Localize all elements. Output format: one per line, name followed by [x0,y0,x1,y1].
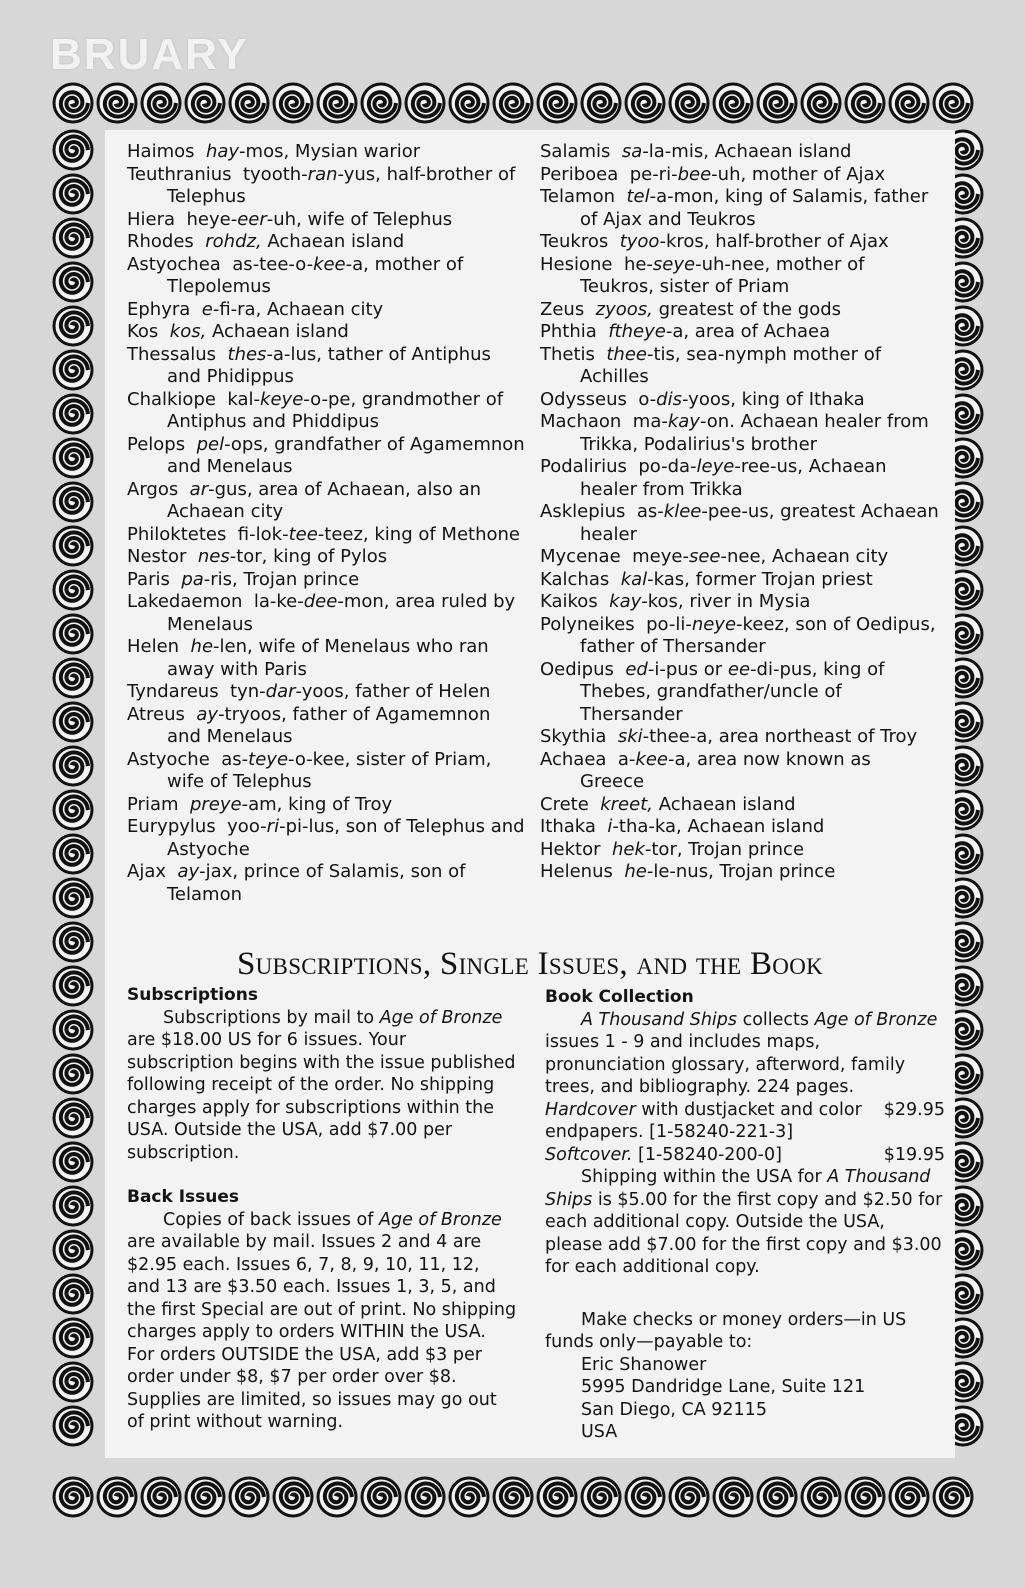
glossary-entry: Machaon ma-kay-on. Achaean healer from Trikka, Podalirius's brother [540,411,929,455]
spiral-ornament [890,84,928,122]
payee-country: USA [581,1422,618,1442]
glossary-entry: Thetis thee-tis, sea-nymph mother of Achilles [540,343,882,387]
spiral-ornament [890,1478,928,1516]
spiral-ornament [98,1478,136,1516]
glossary-entry: Kalchas kal-kas, former Trojan priest [540,568,873,590]
spiral-ornament [758,1478,796,1516]
glossary-entry: Oedipus ed-i-pus or ee-di-pus, king of Thebes, grandfather/uncle of Thersander [540,658,885,725]
glossary-entry: Hiera heye-eer-uh, wife of Telephus [127,208,453,230]
glossary-entry: Periboea pe-ri-bee-uh, mother of Ajax [540,163,886,185]
back-issues-text: Copies of back issues of Age of Bronze are available by mail. Issues 2 and 4 are $2.95 each. Issues 6, 7, 8, 9, 10, 11, 12, and 13 are $3.50 each. Issues 1, 3, 5, and the first Special are out of print. No shipping charges apply to orders WITHIN the USA. For orders OUTSIDE the USA, add $3 per order under $8, $7 per order over $8. Supplies are limited, so issues may go out of print without warning. [127,1209,517,1432]
glossary-entry: Salamis sa-la-mis, Achaean island [540,141,852,162]
spiral-ornament [54,835,92,873]
glossary-entry: Hektor hek-tor, Trojan prince [540,838,805,860]
glossary-entry: Crete kreet, Achaean island [540,793,796,815]
book-collection-text: A Thousand Ships collects Age of Bronze issues 1 - 9 and includes maps, pronunciation glossary, afterword, family trees, and bibliography. 224 pages. [545,1009,938,1097]
glossary-entry: Teuthranius tyooth-ran-yus, half-brother of Telephus [127,163,516,207]
spiral-ornament [274,84,312,122]
spiral-ornament [54,527,92,565]
spiral-ornament [54,1363,92,1401]
glossary-entry: Helen he-len, wife of Menelaus who ran away with Paris [127,636,489,680]
glossary-entry: Atreus ay-tryoos, father of Agamemnon and Menelaus [127,703,491,747]
spiral-ornament [54,395,92,433]
spiral-ornament [318,1478,356,1516]
spiral-ornament [54,1055,92,1093]
glossary-entry: Nestor nes-tor, king of Pylos [127,546,388,567]
spiral-ornament [54,175,92,213]
spiral-ornament [54,1187,92,1225]
spiral-ornament [626,1478,664,1516]
glossary-entry: Hesione he-seye-uh-nee, mother of Teukros, sister of Priam [540,253,865,297]
glossary-entry: Phthia ftheye-a, area of Achaea [540,321,831,342]
spiral-ornament [582,84,620,122]
spiral-ornament [802,1478,840,1516]
glossary-entry: Paris pa-ris, Trojan prince [127,568,360,590]
glossary-entry: Asklepius as-klee-pee-us, greatest Achaean healer [540,501,939,545]
glossary-entry: Skythia ski-thee-a, area northeast of Troy [540,726,918,747]
spiral-ornament [934,84,972,122]
glossary-entry: Odysseus o-dis-yoos, king of Ithaka [540,388,865,410]
glossary-entry: Zeus zyoos, greatest of the gods [540,298,842,320]
spiral-ornament [406,1478,444,1516]
spiral-ornament [54,263,92,301]
glossary-entry: Astyochea as-tee-o-kee-a, mother of Tlepolemus [127,253,464,297]
spiral-ornament [846,1478,884,1516]
spiral-ornament [802,84,840,122]
spiral-ornament [98,84,136,122]
glossary-left-column [127,141,525,906]
glossary-entry: Tyndareus tyn-dar-yoos, father of Helen [127,681,491,702]
back-issues-heading: Back Issues [127,1187,240,1207]
spiral-ornament [54,879,92,917]
hardcover-price: $29.95 [883,1099,945,1120]
spiral-ornament [494,1478,532,1516]
spiral-ornament [450,1478,488,1516]
spiral-ornament [54,351,92,389]
spiral-ornament [54,1143,92,1181]
spiral-ornament [54,1319,92,1357]
spiral-ornament [142,1478,180,1516]
spiral-ornament [714,1478,752,1516]
glossary-entry: Podalirius po-da-leye-ree-us, Achaean healer from Trikka [540,456,887,500]
section-title: Subscriptions, Single Issues, and the Book [236,946,824,982]
spiral-ornament [714,84,752,122]
spiral-ornament [54,747,92,785]
spiral-ornament [670,1478,708,1516]
glossary-entry: Polyneikes po-li-neye-keez, son of Oedipus, father of Thersander [540,613,936,657]
shipping-text: Shipping within the USA for A Thousand Ships is $5.00 for the first copy and $2.50 for each additional copy. Outside the USA, please add $7.00 for the first copy and $3.00 for each additional copy. [545,1167,943,1277]
spiral-ornament [54,659,92,697]
spiral-ornament [54,219,92,257]
glossary-entry: Thessalus thes-a-lus, tather of Antiphus and Phidippus [127,343,491,387]
spiral-ornament [142,84,180,122]
spiral-ornament [538,84,576,122]
glossary-entry: Helenus he-le-nus, Trojan prince [540,861,836,882]
spiral-ornament [406,84,444,122]
spiral-ornament [54,571,92,609]
spiral-ornament [54,1478,92,1516]
page-header-month: BRUARY [50,30,249,79]
spiral-ornament [54,1407,92,1445]
glossary-entry: Chalkiope kal-keye-o-pe, grandmother of Antiphus and Phiddipus [127,388,504,432]
softcover-price: $19.95 [883,1144,945,1165]
spiral-ornament [274,1478,312,1516]
glossary-entry: Ephyra e-fi-ra, Achaean city [127,298,384,320]
spiral-ornament [54,1099,92,1137]
payee-city: San Diego, CA 92115 [581,1399,767,1420]
spiral-ornament [54,1231,92,1269]
spiral-ornament [230,84,268,122]
spiral-ornament [318,84,356,122]
spiral-ornament [758,84,796,122]
glossary-entry: Achaea a-kee-a, area now known as Greece [540,748,871,792]
spiral-ornament [54,923,92,961]
spiral-ornament [362,84,400,122]
glossary-entry: Telamon tel-a-mon, king of Salamis, father of Ajax and Teukros [540,186,929,230]
subscriptions-text: Subscriptions by mail to Age of Bronze are $18.00 US for 6 issues. Your subscription begins with the issue published following receipt of the order. No shipping charges apply for subscriptions within the USA. Outside the USA, add $7.00 per subscription. [127,1007,516,1163]
glossary-entry: Haimos hay-mos, Mysian warior [127,141,421,162]
glossary-entry: Argos ar-gus, area of Achaean, also an Achaean city [127,478,482,522]
glossary-entry: Rhodes rohdz, Achaean island [127,231,405,252]
softcover-line: Softcover. [1-58240-200-0] $19.95 [545,1144,945,1165]
spiral-ornament [494,84,532,122]
subscriptions-heading: Subscriptions [127,985,258,1005]
spiral-ornament [230,1478,268,1516]
glossary-entry: Kaikos kay-kos, river in Mysia [540,591,811,612]
spiral-ornament [538,1478,576,1516]
spiral-ornament [934,1478,972,1516]
glossary-entry: Lakedaemon la-ke-dee-mon, area ruled by Menelaus [127,591,516,635]
book-collection-column [545,986,945,1444]
spiral-ornament [846,84,884,122]
spiral-ornament [54,791,92,829]
spiral-ornament [582,1478,620,1516]
glossary-entry: Philoktetes fi-lok-tee-teez, king of Methone [127,523,520,545]
subscriptions-column [127,984,517,1434]
spiral-ornament [54,1011,92,1049]
spiral-ornament [54,84,92,122]
glossary-entry: Pelops pel-ops, grandfather of Agamemnon and Menelaus [127,433,525,477]
spiral-ornament [54,615,92,653]
payee-street: 5995 Dandridge Lane, Suite 121 [581,1377,866,1397]
glossary-entry: Mycenae meye-see-nee, Achaean city [540,546,889,567]
spiral-ornament [670,84,708,122]
glossary-entry: Ajax ay-jax, prince of Salamis, son of Telamon [127,861,466,905]
glossary-entry: Astyoche as-teye-o-kee, sister of Priam, wife of Telephus [127,748,492,792]
spiral-ornament [626,84,664,122]
glossary-entry: Kos kos, Achaean island [127,321,349,342]
spiral-ornament [450,84,488,122]
glossary-entry: Eurypylus yoo-ri-pi-lus, son of Telephus and Astyoche [127,816,525,860]
spiral-ornament [54,703,92,741]
glossary-entry: Teukros tyoo-kros, half-brother of Ajax [540,231,889,252]
spiral-ornament [54,131,92,169]
spiral-ornament [54,967,92,1005]
spiral-ornament [362,1478,400,1516]
payment-instructions: Make checks or money orders—in US funds only—payable to: [545,1309,907,1352]
spiral-ornament [54,307,92,345]
glossary-entry: Ithaka i-tha-ka, Achaean island [540,816,825,837]
glossary-right-column [540,141,940,884]
spiral-ornament [54,439,92,477]
hardcover-line: Hardcover with dustjacket and color endpapers. [1-58240-221-3] $29.95 [545,1099,945,1142]
payee-name: Eric Shanower [581,1354,707,1375]
spiral-ornament [54,1275,92,1313]
spiral-ornament [186,84,224,122]
spiral-ornament [54,483,92,521]
spiral-ornament [186,1478,224,1516]
glossary-entry: Priam preye-am, king of Troy [127,793,393,815]
book-collection-heading: Book Collection [545,987,694,1007]
